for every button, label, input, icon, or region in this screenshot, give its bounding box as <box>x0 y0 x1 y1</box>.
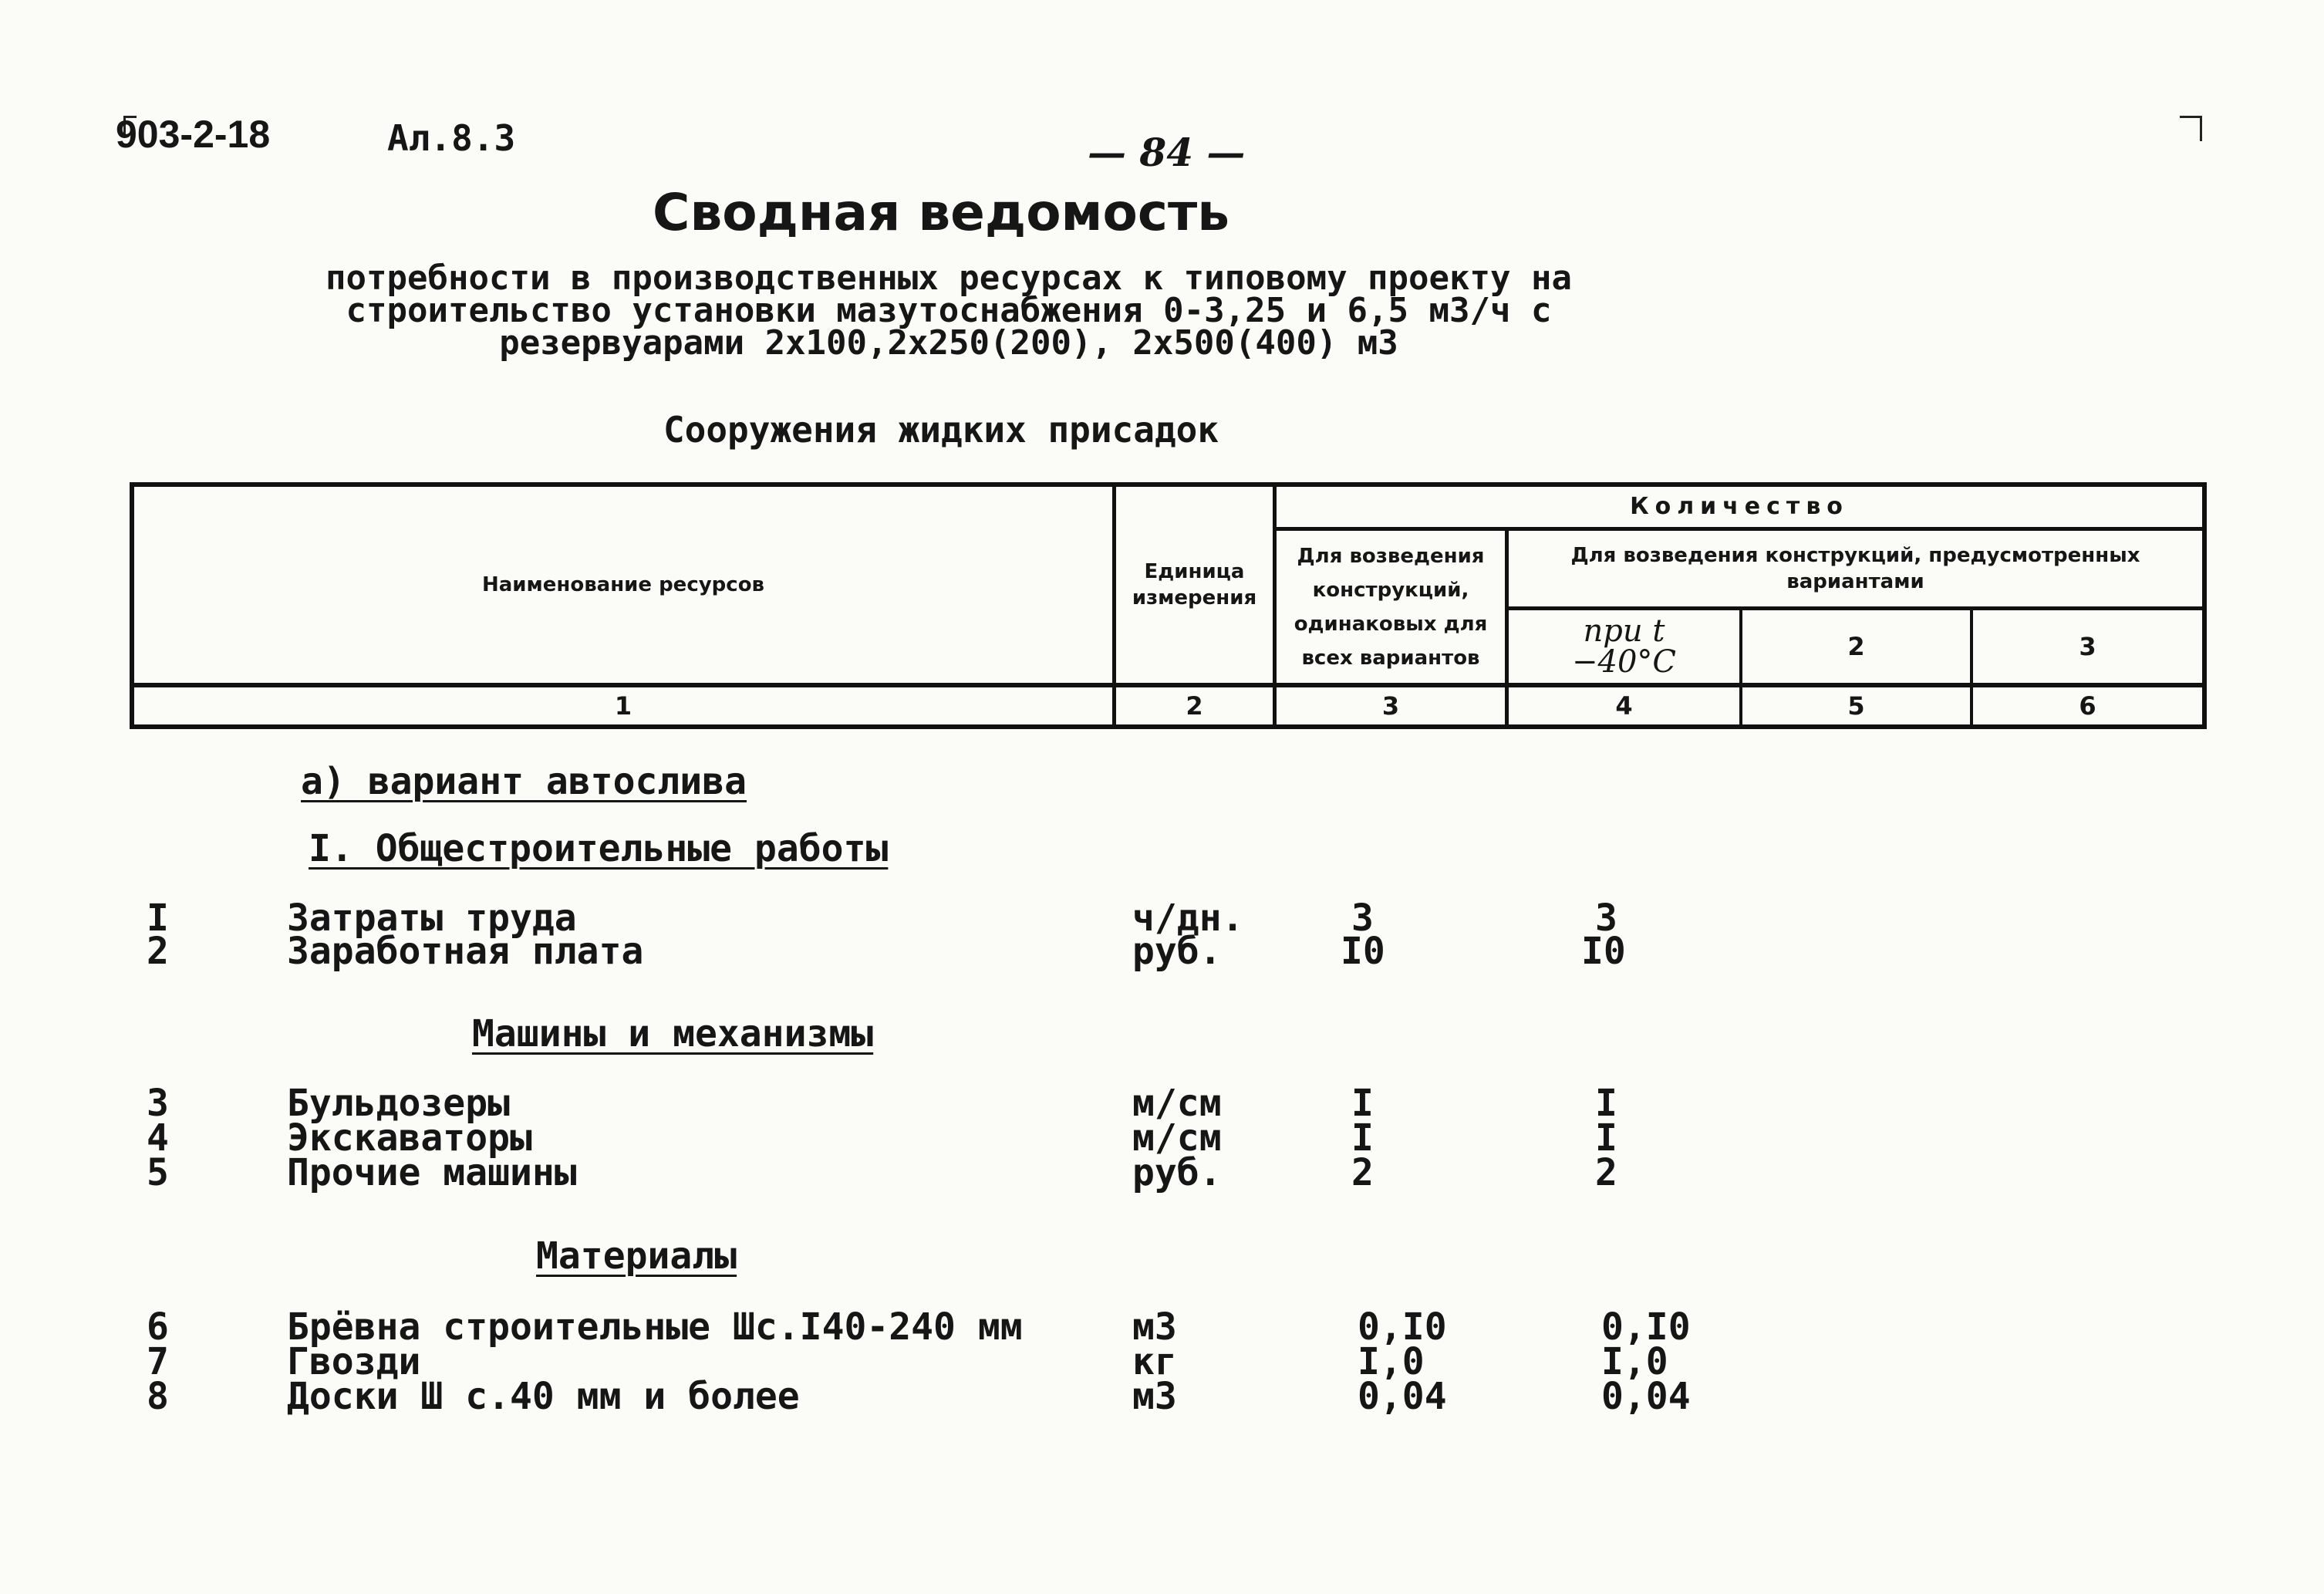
column-header-variant-2: 2 <box>1847 632 1865 661</box>
resource-name: Прочие машины <box>287 1151 577 1194</box>
subtitle: потребности в производственных ресурсах к типовому проекту на строительство установки мазутоснабжения 0-3,25 и 6,5 м3/ч с резервуарами 2х100,2х250(200), 2х500(400) м3 <box>325 258 1572 363</box>
column-header-variant-1: при t −40°С <box>1571 613 1677 680</box>
row-number: 8 <box>147 1375 169 1418</box>
resource-name: Брёвна строительные Шс.I40-240 мм <box>287 1305 1023 1349</box>
page-number: — 84 — <box>1088 130 1246 175</box>
resource-name: Доски Ш с.40 мм и более <box>287 1375 800 1418</box>
column-number-5: 5 <box>1847 691 1865 721</box>
column-header-resource: Наименование ресурсов <box>481 573 765 596</box>
unit-value: руб. <box>1132 1151 1222 1194</box>
quantity-common: I,0 <box>1358 1340 1425 1383</box>
column-number-6: 6 <box>2079 691 2096 721</box>
quantity-variant-1: 0,04 <box>1601 1375 1691 1418</box>
unit-value: м/см <box>1132 1116 1222 1160</box>
unit-value: м/см <box>1132 1082 1222 1125</box>
unit-value: кг <box>1132 1340 1177 1383</box>
row-number: I <box>147 897 169 940</box>
quantity-variant-1: I0 <box>1581 930 1626 973</box>
row-number: 4 <box>147 1116 169 1160</box>
corner-mark-right <box>2180 116 2202 141</box>
column-header-quantity: Количество <box>1630 493 1849 520</box>
resource-name: Затраты труда <box>287 897 577 940</box>
column-header-variant-3: 3 <box>2079 632 2096 661</box>
quantity-common: 0,I0 <box>1358 1305 1447 1349</box>
resource-name: Экскаваторы <box>287 1116 532 1160</box>
page-title: Сводная ведомость <box>653 183 1229 242</box>
row-number: 5 <box>147 1151 169 1194</box>
row-number: 3 <box>147 1082 169 1125</box>
quantity-common: I <box>1351 1082 1374 1125</box>
column-header-unit: Единица измерения <box>1132 560 1257 610</box>
row-number: 2 <box>147 930 169 973</box>
column-number-1: 1 <box>614 691 632 721</box>
group-title-general-construction: I. Общестроительные работы <box>309 827 889 870</box>
row-number: 6 <box>147 1305 169 1349</box>
group-title-materials: Материалы <box>536 1234 737 1278</box>
quantity-variant-1: I <box>1595 1116 1617 1160</box>
column-header-variants: Для возведения конструкций, предусмотренных вариантами <box>1570 544 2140 593</box>
document-code: 903-2-18 <box>116 113 271 156</box>
quantity-common: 3 <box>1351 897 1374 940</box>
quantity-common: 0,04 <box>1358 1375 1447 1418</box>
column-number-4: 4 <box>1615 691 1633 721</box>
quantity-variant-1: I,0 <box>1601 1340 1668 1383</box>
quantity-variant-1: 2 <box>1595 1151 1617 1194</box>
column-number-3: 3 <box>1381 691 1400 721</box>
resource-name: Заработная плата <box>287 930 644 973</box>
unit-value: м3 <box>1132 1305 1177 1349</box>
resource-table-header <box>130 482 2207 729</box>
section-title: Сооружения жидких присадок <box>663 409 1219 451</box>
quantity-common: I <box>1351 1116 1374 1160</box>
row-number: 7 <box>147 1340 169 1383</box>
unit-value: руб. <box>1132 930 1222 973</box>
quantity-common: 2 <box>1351 1151 1374 1194</box>
resource-name: Гвозди <box>287 1340 421 1383</box>
resource-name: Бульдозеры <box>287 1082 510 1125</box>
quantity-variant-1: 3 <box>1595 897 1617 940</box>
variant-heading: а) вариант автослива <box>301 760 747 803</box>
quantity-variant-1: I <box>1595 1082 1617 1125</box>
album-label: Ал.8.3 <box>387 117 516 159</box>
group-title-machines: Машины и механизмы <box>472 1012 874 1055</box>
quantity-common: I0 <box>1341 930 1385 973</box>
unit-value: м3 <box>1132 1375 1177 1418</box>
column-header-common: Для возведения конструкций, одинаковых для всех вариантов <box>1294 544 1488 670</box>
quantity-variant-1: 0,I0 <box>1601 1305 1691 1349</box>
column-number-2: 2 <box>1186 691 1203 721</box>
unit-value: ч/дн. <box>1132 897 1244 940</box>
